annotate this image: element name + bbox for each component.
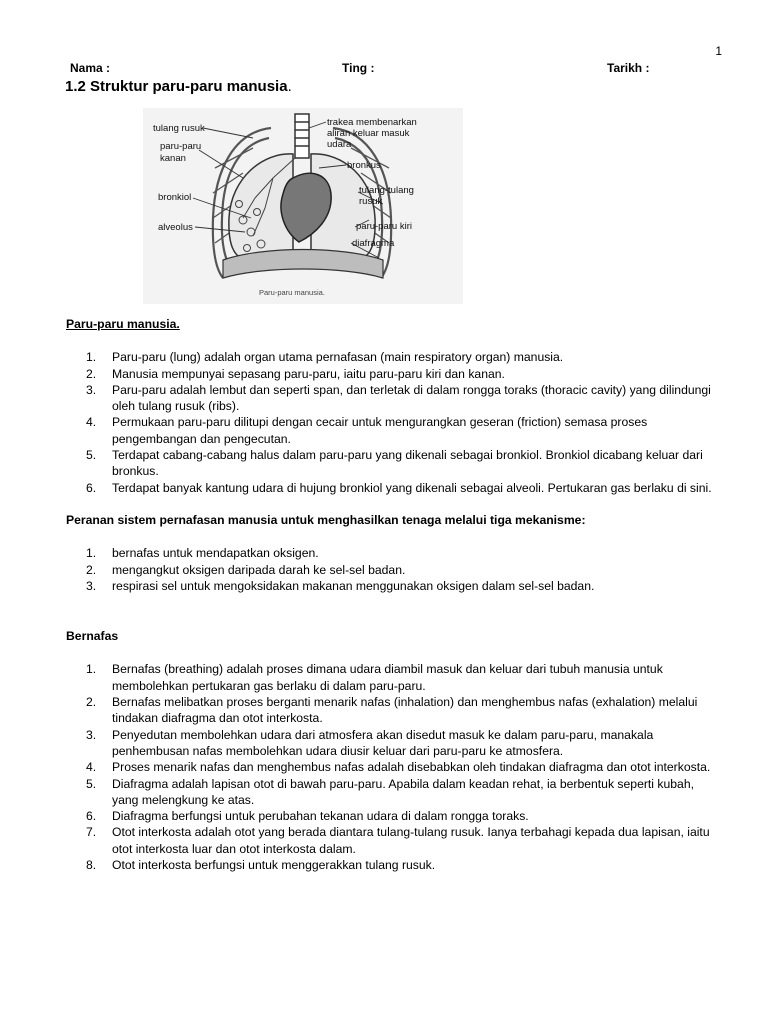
label-paru-paru-kanan-1: paru-paru (160, 141, 202, 152)
page-title-text: 1.2 Struktur paru-paru manusia (65, 78, 288, 95)
label-trakea-1: trakea membenarkan (327, 117, 417, 128)
item-number: 2. (86, 366, 97, 381)
student-header (70, 61, 710, 77)
item-number: 2. (86, 562, 97, 577)
label-trakea-3: udara (327, 139, 352, 150)
item-text: Paru-paru (lung) adalah organ utama pernafasan (main respiratory organ) manusia. (112, 350, 564, 365)
list-item (66, 545, 716, 561)
list-item (66, 366, 716, 382)
item-number: 5. (86, 776, 97, 791)
item-number: 5. (86, 448, 97, 463)
item-number: 6. (86, 809, 97, 824)
item-number: 2. (86, 695, 97, 710)
figure-caption: Paru-paru manusia. (259, 288, 325, 297)
item-text: Penyedutan membolehkan udara dari atmosfera akan disedut masuk ke dalam paru-paru, manakala penhembusan nafas membolehkan udara diusir keluar dari paru-paru ke atmosfera. (112, 727, 654, 758)
lung-diagram (143, 108, 463, 304)
list-item (66, 824, 716, 857)
label-trakea-2: aliran keluar masuk (327, 128, 410, 139)
item-text: Bernafas (breathing) adalah proses dimana udara diambil masuk dan keluar dari tubuh manusia untuk membolehkan pertukaran gas berlaku di dalam paru-paru. (112, 662, 663, 693)
item-text: Otot interkosta berfungsi untuk menggerakkan tulang rusuk. (112, 858, 436, 873)
trachea-drawing (295, 114, 309, 158)
item-number: 3. (86, 382, 97, 397)
section-heading-peranan: Peranan sistem pernafasan manusia untuk menghasilkan tenaga melalui tiga mekanisme: (66, 512, 586, 527)
item-text: bernafas untuk mendapatkan oksigen. (112, 546, 319, 561)
list-item (66, 661, 716, 694)
list-item (66, 694, 716, 727)
item-number: 4. (86, 760, 97, 775)
list-item (66, 562, 716, 578)
section-heading-paru-paru: Paru-paru manusia. (66, 317, 180, 331)
list-item (66, 447, 716, 480)
item-text: respirasi sel untuk mengoksidakan makanan menggunakan oksigen dalam sel-sel badan. (112, 578, 595, 593)
item-number: 4. (86, 415, 97, 430)
ting-field: Ting : (342, 61, 375, 75)
list-bernafas (66, 661, 716, 873)
item-number: 1. (86, 350, 97, 365)
item-text: mengangkut oksigen daripada darah ke sel-sel badan. (112, 562, 406, 577)
item-number: 8. (86, 858, 97, 873)
item-number: 7. (86, 825, 97, 840)
page-number: 1 (715, 44, 722, 58)
item-text: Proses menarik nafas dan menghembus nafas adalah disebabkan oleh tindakan diafragma dan otot interkosta. (112, 760, 711, 775)
item-text: Diafragma berfungsi untuk perubahan tekanan udara di dalam rongga toraks. (112, 809, 529, 824)
document-body (66, 316, 716, 873)
list-item (66, 382, 716, 415)
label-diafragma: diafragma (352, 238, 395, 249)
list-item (66, 759, 716, 775)
list-item (66, 776, 716, 809)
item-text: Terdapat banyak kantung udara di hujung bronkiol yang dikenali sebagai alveoli. Pertukaran gas berlaku di sini. (112, 480, 712, 495)
label-tulang-rusuk: tulang rusuk (153, 123, 205, 134)
list-peranan (66, 545, 716, 594)
list-item (66, 578, 716, 594)
list-item (66, 857, 716, 873)
tarikh-field: Tarikh : (607, 61, 650, 75)
item-text: Otot interkosta adalah otot yang berada diantara tulang-tulang rusuk. Ianya terbahagi kepada dua lapisan, iaitu otot interkosta luar dan otot interkosta dalam. (112, 825, 710, 856)
list-item (66, 808, 716, 824)
label-bronkiol: bronkiol (158, 192, 192, 203)
item-text: Terdapat cabang-cabang halus dalam paru-paru yang dikenali sebagai bronkiol. Bronkiol dicabang keluar dari bronkus. (112, 448, 703, 479)
list-item (66, 727, 716, 760)
item-number: 6. (86, 480, 97, 495)
list-item (66, 349, 716, 365)
section-heading-bernafas: Bernafas (66, 629, 119, 644)
nama-field: Nama : (70, 61, 111, 75)
item-number: 3. (86, 727, 97, 742)
item-text: Manusia mempunyai sepasang paru-paru, iaitu paru-paru kiri dan kanan. (112, 366, 505, 381)
list-item (66, 414, 716, 447)
lung-diagram-svg (143, 108, 463, 304)
item-number: 1. (86, 662, 97, 677)
label-tulang-tulang-rusuk-2: rusuk (359, 196, 383, 207)
item-text: Diafragma adalah lapisan otot di bawah paru-paru. Apabila dalam keadan rehat, ia berbentuk seperti kubah, yang melengkung ke atas. (112, 776, 694, 807)
label-paru-paru-kiri: paru-paru kiri (356, 221, 412, 232)
label-paru-paru-kanan-2: kanan (160, 153, 186, 164)
item-text: Paru-paru adalah lembut dan seperti span, dan terletak di dalam rongga toraks (thoracic cavity) yang dilindungi oleh tulang rusuk (ribs). (112, 382, 711, 414)
item-text: Bernafas melibatkan proses berganti menarik nafas (inhalation) dan menghembus nafas (exhalation) melalui tindakan diafragma dan otot interkosta. (112, 695, 698, 726)
list-item (66, 480, 716, 496)
item-number: 1. (86, 546, 97, 561)
list-paru-paru (66, 349, 716, 496)
label-tulang-tulang-rusuk-1: tulang-tulang (359, 185, 414, 196)
item-number: 3. (86, 578, 97, 593)
item-text: Permukaan paru-paru dilitupi dengan cecair untuk mengurangkan geseran (friction) semasa proses pengembangan dan pengecutan. (112, 415, 648, 446)
label-alveolus: alveolus (158, 222, 193, 233)
label-bronkus: bronkus (347, 160, 381, 171)
page-title: 1.2 Struktur paru-paru manusia. (65, 78, 292, 95)
